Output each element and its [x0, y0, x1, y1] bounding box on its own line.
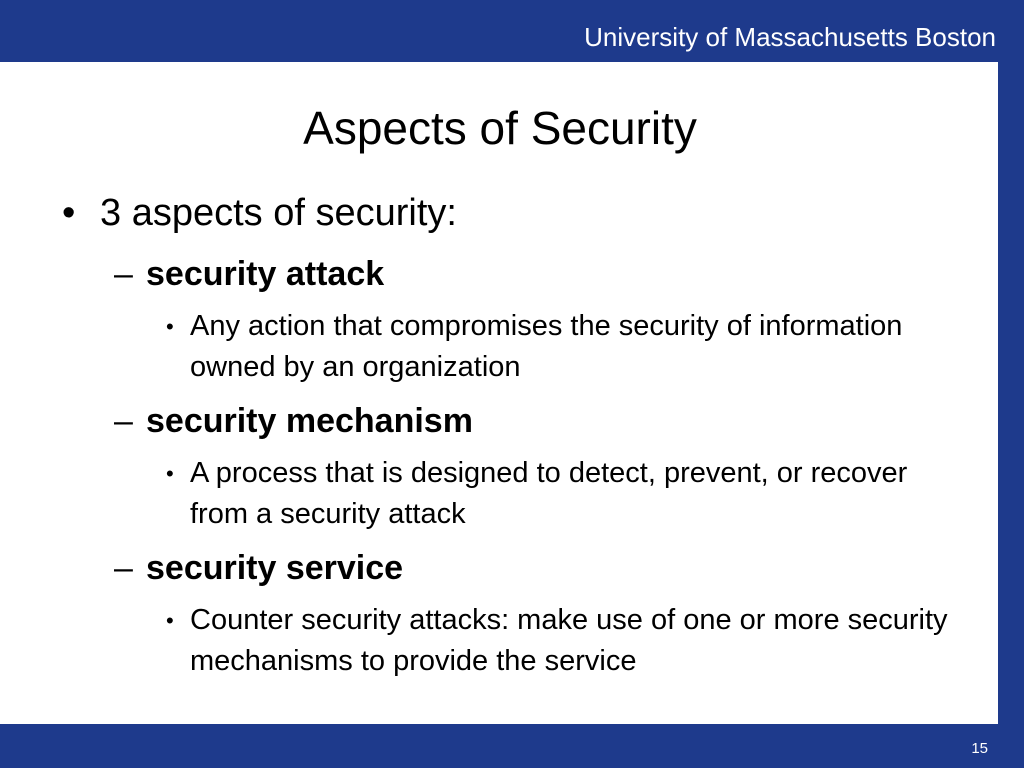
footer-bar	[0, 724, 1024, 768]
bullet-icon: •	[166, 314, 174, 339]
aspect-term-text: security attack	[146, 255, 385, 293]
org-name: University of Massachusetts Boston	[584, 22, 996, 52]
bullet-icon: •	[166, 461, 174, 486]
aspect-definition	[166, 600, 966, 682]
bullet-point	[62, 188, 457, 238]
aspect-term-text: security service	[146, 549, 404, 587]
aspect-term	[114, 401, 473, 441]
aspect-definition	[166, 453, 966, 535]
bullet-point-text: 3 aspects of security:	[100, 192, 457, 234]
bullet-icon: •	[62, 192, 76, 234]
aspect-definition-text: Any action that compromises the security of information owned by an organization	[190, 310, 903, 383]
aspect-definition-text: A process that is designed to detect, prevent, or recover from a security attack	[190, 457, 908, 530]
aspect-definition-text: Counter security attacks: make use of one or more security mechanisms to provide the service	[190, 604, 948, 677]
slide-title: Aspects of Security	[303, 102, 697, 154]
aspect-definition	[166, 306, 966, 388]
dash-icon: –	[114, 402, 133, 440]
bullet-icon: •	[166, 608, 174, 633]
aspect-term	[114, 254, 384, 294]
dash-icon: –	[114, 255, 133, 293]
header-bar	[0, 0, 1024, 62]
side-bar	[998, 0, 1024, 768]
dash-icon: –	[114, 549, 133, 587]
aspect-term-text: security mechanism	[146, 402, 473, 440]
slide-number: 15	[971, 740, 988, 757]
aspect-term	[114, 548, 403, 588]
